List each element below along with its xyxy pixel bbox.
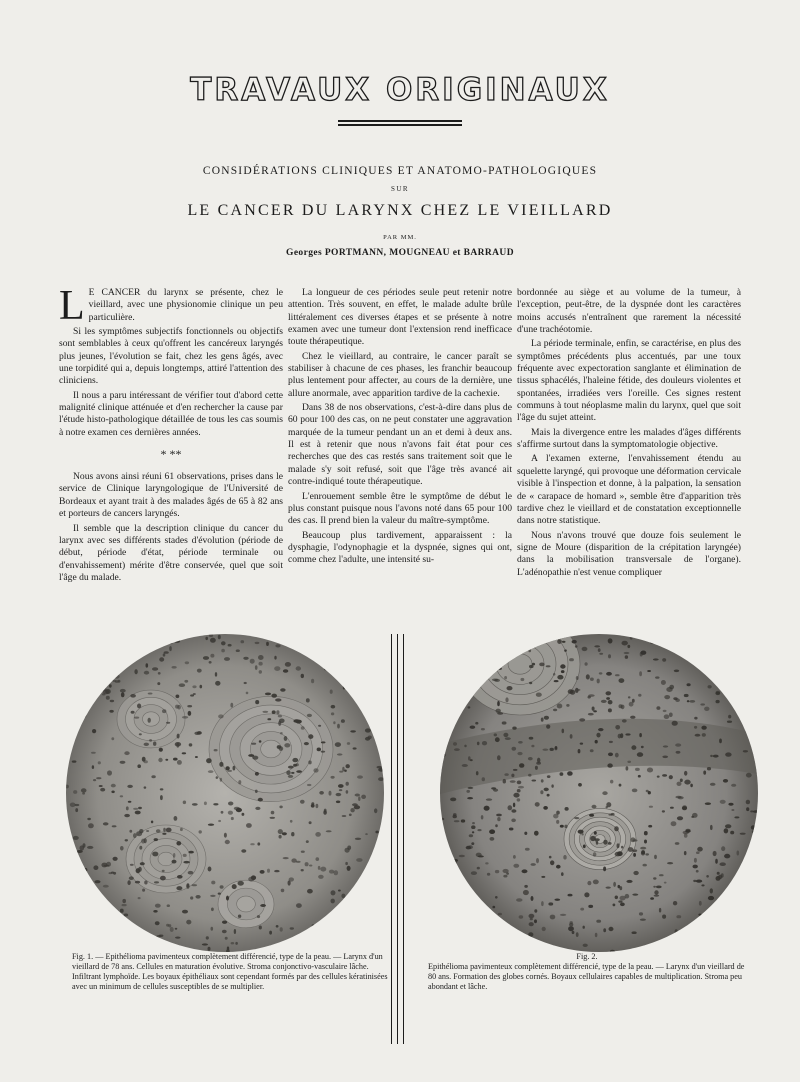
article-kicker-join: SUR: [390, 185, 410, 193]
caption-text: Epithélioma pavimenteux complètement différencié, type de la peau. — Larynx d'un vieillard de 80 ans. Formation des globes cornés. Boyaux cellulaires capables de multiplication. Stroma peu abondant et lâche.: [428, 962, 745, 992]
paragraph: La période terminale, enfin, se caractérise, en plus des symptômes précédents plus accentués, par une toux fréquente avec expectoration sanglante et élimination de tissus sphacélés, l'haleine fétide, des douleurs violentes et spontanées, irradiées vers l'oreille. Ces signes restent communs à tout néoplasme malin du larynx, quel que soit l'âge du sujet atteint.: [517, 338, 741, 424]
paragraph: bordonnée au siège et au volume de la tumeur, à l'exception, peut-être, de la dyspnée dont les caractères moins accusés n'entraînent que rarement la nécessité d'une trachéotomie.: [517, 287, 741, 336]
page-title: TRAVAUX ORIGINAUX: [190, 72, 610, 108]
paragraph: Chez le vieillard, au contraire, le cancer paraît se stabiliser à chacune de ces phases, les franchir beaucoup plus lentement pour affecter, au cours de la dernière, une allure anormale, avec apparition tardive de la cachexie.: [288, 350, 512, 399]
article-title: LE CANCER DU LARYNX CHEZ LE VIEILLARD: [187, 202, 613, 219]
divider-line: [397, 634, 398, 1044]
paragraph: Mais la divergence entre les malades d'âges différents s'affirme surtout dans la symptomatologie objective.: [517, 426, 741, 451]
paragraph: La longueur de ces périodes seule peut retenir notre attention. Très souvent, en effet, le malade adulte brûle littéralement ces diverses étapes et se présente à notre examen avec une tumeur dont l'extension rend inefficace toute thérapeutique.: [288, 287, 512, 348]
figure-2-micrograph: [440, 634, 758, 952]
figure-2-caption: [428, 952, 746, 992]
column-2: [288, 287, 512, 569]
paragraph: Nous n'avons trouvé que douze fois seulement le signe de Moure (disparition de la crépitation laryngée) dans la mobilisation transversale de l'organe). L'adénopathie n'est venue compliquer: [517, 529, 741, 578]
divider-line: [391, 634, 392, 1044]
drop-cap: L: [59, 283, 85, 329]
paragraph: L'enrouement semble être le symptôme de début le plus constant puisque nous l'avons noté dans 65 pour 100 des cas. Il prend bien la valeur du maître-symptôme.: [288, 490, 512, 527]
paragraph: L E CANCER du larynx se présente, chez le vieillard, avec une physionomie clinique un peu particulière.: [59, 283, 283, 329]
paragraph: Si les symptômes subjectifs fonctionnels ou objectifs sont semblables à ceux qu'offrent les cancéreux laryngés plus jeunes, l'évolution se fait, chez les gens âgés, avec une torpidité qui a, depuis longtemps, attiré l'attention des cliniciens.: [59, 326, 283, 387]
article-kicker: CONSIDÉRATIONS CLINIQUES ET ANATOMO-PATHOLOGIQUES: [202, 165, 598, 177]
caption-text: Fig. 1. — Epithélioma pavimenteux complètement différencié, type de la peau. — Larynx d'un vieillard de 78 ans. Cellules en maturation évolutive. Stroma conjonctivo-vasculaire lâche. Infiltrant lymphoïde. Les boyaux épithéliaux sont cependant formés par des cellules kératinisées avec un minimum de cellules susceptibles de se multiplier.: [72, 952, 388, 992]
paragraph: Dans 38 de nos observations, c'est-à-dire dans plus de 60 pour 100 des cas, on ne peut constater une aggravation marquée de la tumeur pendant un an et demi à deux ans. Il est à retenir que nous n'avons fait état pour ces recherches que des cas restés sans traitement soit que le malade s'y soit refusé, soit que l'âge très avancé ait contre-indiqué toute thérapeutique.: [288, 402, 512, 488]
paragraph: A l'examen externe, l'envahissement étendu au squelette laryngé, qui provoque une déformation cervicale visible à l'inspection et donne, à la palpation, la sensation de « carapace de homard », semble être d'apparition très tardive chez le vieillard et de constatation exceptionnelle dans notre statistique.: [517, 453, 741, 527]
section-separator: * **: [160, 447, 182, 462]
figure-number: Fig. 2.: [576, 952, 598, 961]
divider-line: [403, 634, 404, 1044]
column-1: [59, 283, 283, 586]
paragraph: Il nous a paru intéressant de vérifier tout d'abord cette malignité clinique atténuée et d'en rechercher la cause par l'étude histo-pathologique détaillée de tous les cas soumis à notre examen ces dernières années.: [59, 389, 283, 438]
column-3: [517, 287, 741, 581]
authors: Georges PORTMANN, MOUGNEAU et BARRAUD: [286, 248, 514, 258]
byline-prefix: PAR MM.: [383, 234, 417, 241]
title-rule-top: [338, 120, 462, 122]
title-rule-bottom: [338, 124, 462, 126]
paragraph: Beaucoup plus tardivement, apparaissent : la dysphagie, l'odynophagie et la dyspnée, signes qui ont, comme chez l'adulte, une intensité su-: [288, 529, 512, 566]
paragraph: Il semble que la description clinique du cancer du larynx avec ses différents stades d'évolution (période de début, période d'état, période terminale ou d'envahissement) mérite d'être conservée, quel que soit l'âge du malade.: [59, 522, 283, 583]
figure-1-micrograph: [66, 634, 384, 952]
paragraph: Nous avons ainsi réuni 61 observations, prises dans le service de Clinique laryngologique de l'Université de Bordeaux et ayant trait à des malades âgés de 65 à 82 ans et porteurs de cancers laryngés.: [59, 471, 283, 520]
figure-1-caption: [72, 952, 390, 992]
